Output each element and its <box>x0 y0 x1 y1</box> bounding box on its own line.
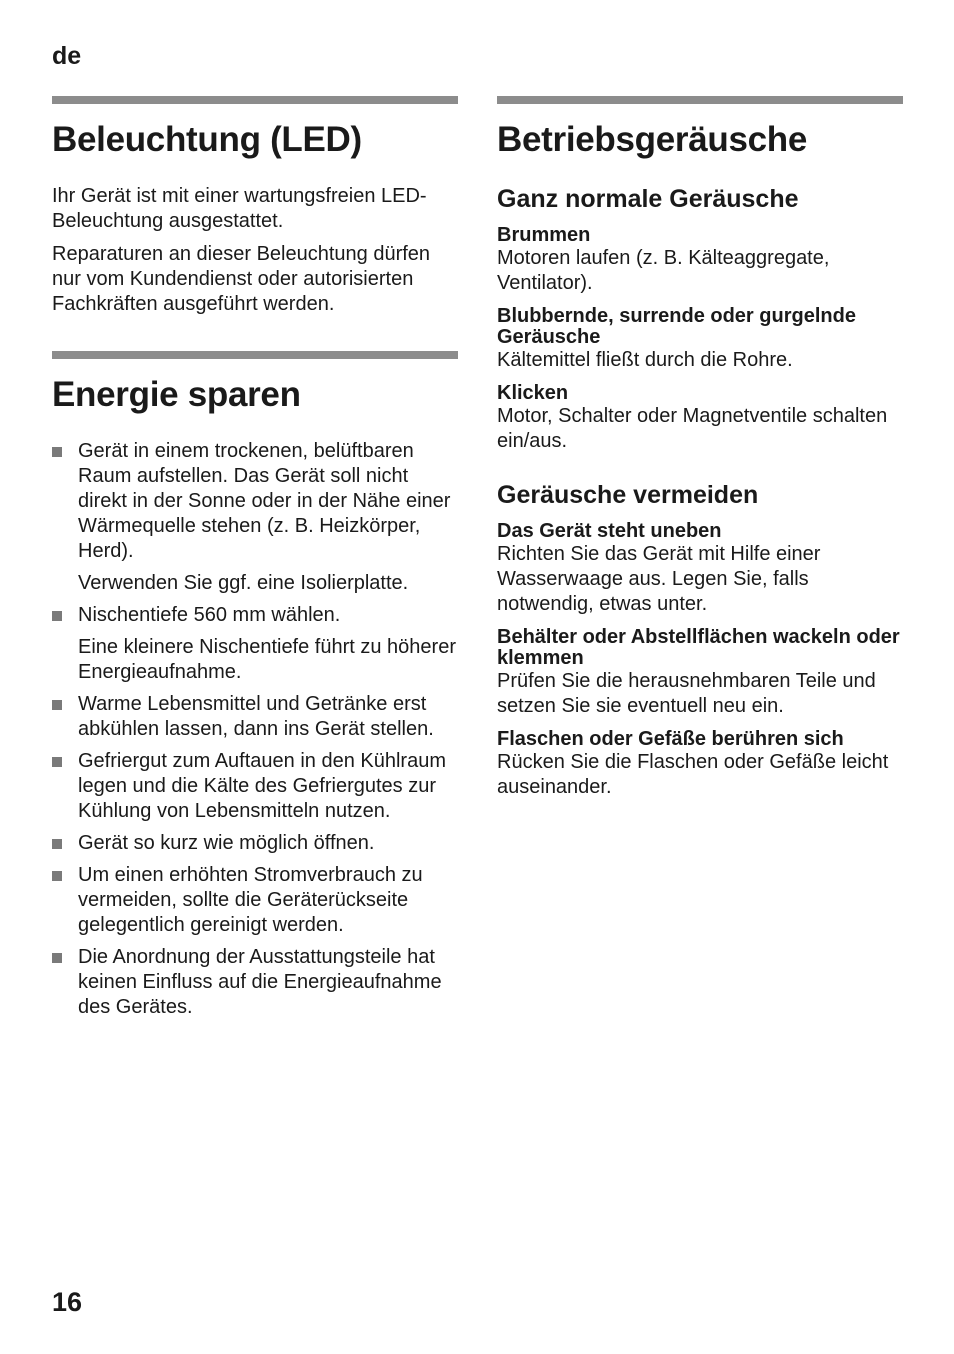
section-title-betriebsgeraeusche: Betriebsgeräusche <box>497 120 808 159</box>
noise-item: Klicken Motor, Schalter oder Magnetventile schalten ein/aus. <box>497 382 888 452</box>
bullet-icon <box>52 871 62 881</box>
subsection-heading: Ganz normale Geräusche <box>497 185 799 213</box>
subsection-heading: Geräusche vermeiden <box>497 481 759 509</box>
right-column <box>497 96 903 810</box>
energy-tips-list <box>52 439 458 1020</box>
section-title-energie: Energie sparen <box>52 375 301 414</box>
list-item: Die Anordnung der Ausstattungsteile hat keinen Einfluss auf die Energieaufnahme des Gerätes. <box>52 945 458 1020</box>
noise-item: Das Gerät steht uneben Richten Sie das Gerät mit Hilfe einer Wasserwaage aus. Legen Sie, falls notwendig, etwas unter. <box>497 520 821 615</box>
bullet-icon <box>52 700 62 710</box>
noise-item: Brummen Motoren laufen (z. B. Kälteaggregate, Ventilator). <box>497 224 830 294</box>
noise-item: Blubbernde, surrende oder gurgelnde Geräusche Kältemittel fließt durch die Rohre. <box>497 305 856 371</box>
bullet-icon <box>52 953 62 963</box>
list-item: Nischentiefe 560 mm wählen. Eine kleinere Nischentiefe führt zu höherer Energieaufnahme. <box>52 603 458 685</box>
bullet-icon <box>52 611 62 621</box>
bullet-icon <box>52 839 62 849</box>
paragraph: Reparaturen an dieser Beleuchtung dürfen nur vom Kundendienst oder autorisierten Fachkräften ausgeführt werden. <box>52 243 431 315</box>
paragraph: Ihr Gerät ist mit einer wartungsfreien LED-Beleuchtung ausgestattet. <box>52 185 427 232</box>
left-column <box>52 96 458 1027</box>
bullet-icon <box>52 757 62 767</box>
bullet-icon <box>52 447 62 457</box>
noise-item: Behälter oder Abstellflächen wackeln oder klemmen Prüfen Sie die herausnehmbaren Teile und setzen Sie sie eventuell neu ein. <box>497 626 900 717</box>
list-item: Um einen erhöhten Stromverbrauch zu vermeiden, sollte die Geräterückseite gelegentlich gereinigt werden. <box>52 863 458 938</box>
page-number: 16 <box>52 1287 83 1317</box>
list-item: Warme Lebensmittel und Getränke erst abkühlen lassen, dann ins Gerät stellen. <box>52 692 458 742</box>
language-label: de <box>52 42 82 70</box>
section-title-beleuchtung: Beleuchtung (LED) <box>52 120 362 159</box>
noise-item: Flaschen oder Gefäße berühren sich Rücken Sie die Flaschen oder Gefäße leicht auseinander. <box>497 728 889 798</box>
section-rule <box>52 96 458 104</box>
list-item: Gefriergut zum Auftauen in den Kühlraum legen und die Kälte des Gefriergutes zur Kühlung von Lebensmitteln nutzen. <box>52 749 458 824</box>
list-item: Gerät so kurz wie möglich öffnen. <box>52 831 458 856</box>
section-rule <box>52 351 458 359</box>
list-item: Gerät in einem trockenen, belüftbaren Raum aufstellen. Das Gerät soll nicht direkt in der Sonne oder in der Nähe einer Wärmequelle stehen (z. B. Heizkörper, Herd). Verwenden Sie ggf. eine Isolierplatte. <box>52 439 458 596</box>
section-rule <box>497 96 903 104</box>
